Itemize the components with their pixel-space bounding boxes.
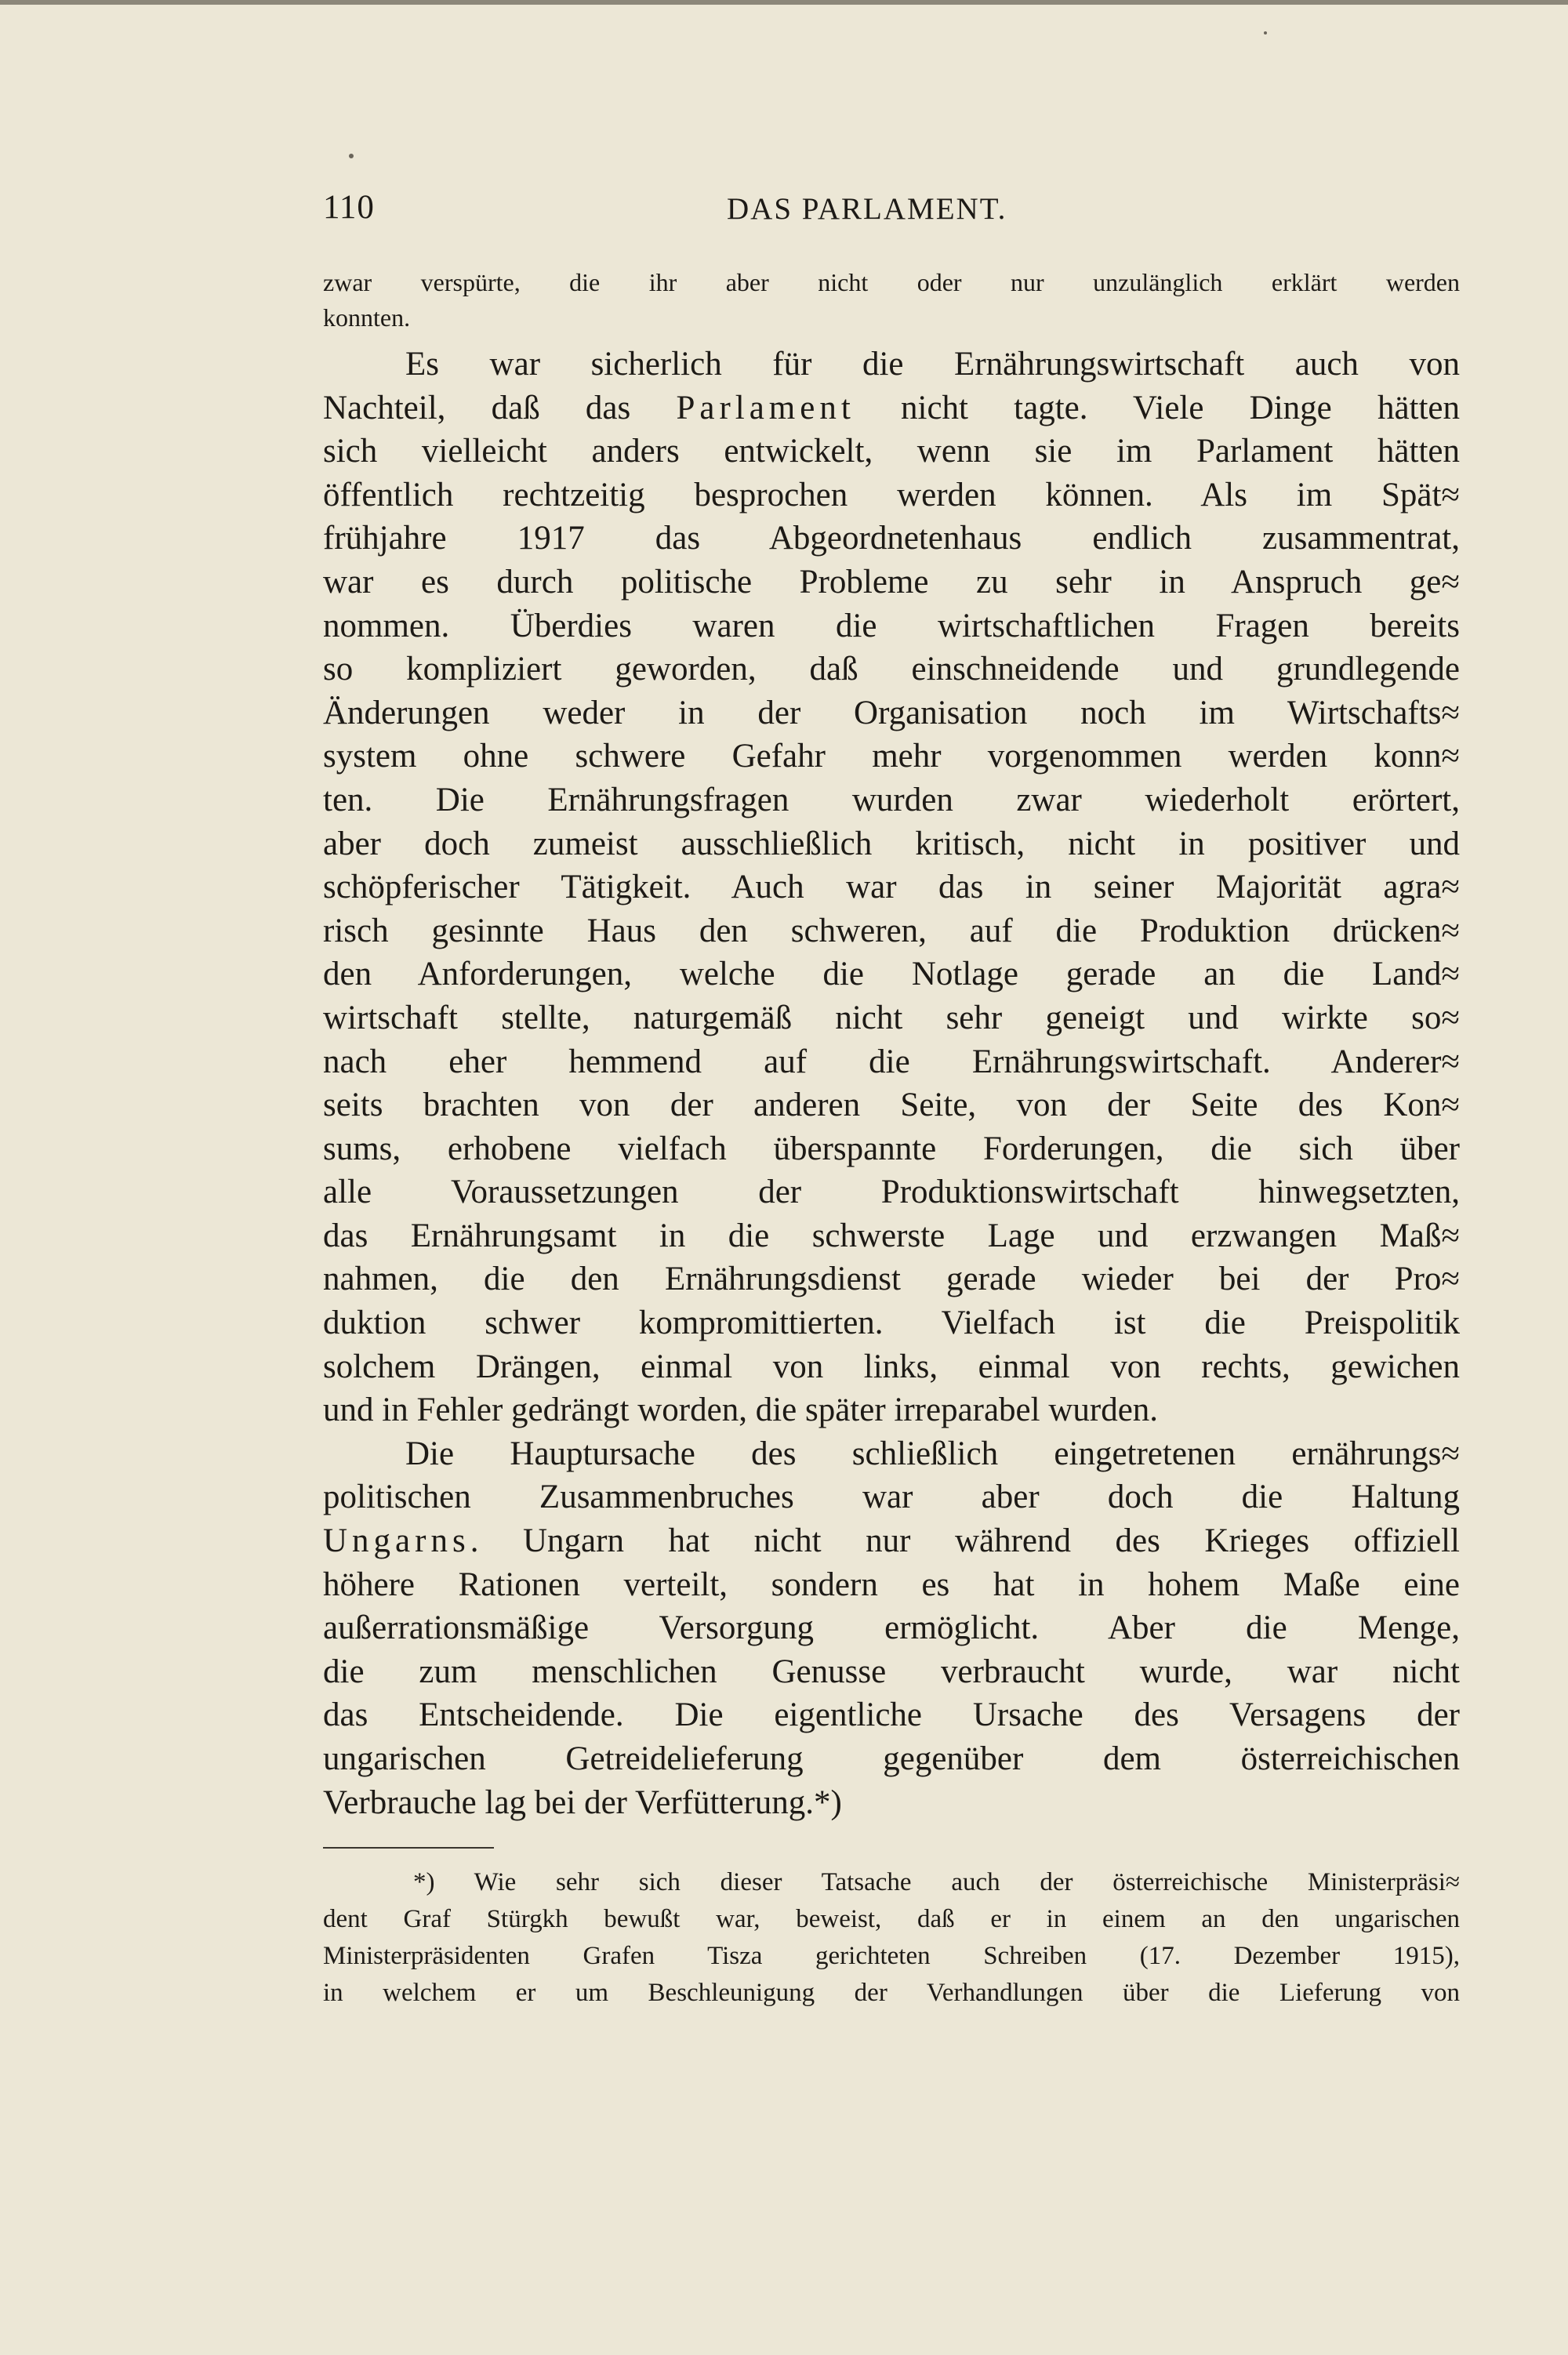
- text-line: politischen Zusammenbruches war aber doch die Haltung: [323, 1479, 1460, 1516]
- text-line: sich vielleicht anders entwickelt, wenn sie im Parlament hätten: [323, 433, 1460, 470]
- text-line: wirtschaft stellte, naturgemäß nicht sehr geneigt und wirkte so≈: [323, 999, 1460, 1036]
- text-line: aber doch zumeist ausschließlich kritisch, nicht in positiver und: [323, 825, 1460, 862]
- text-line: risch gesinnte Haus den schweren, auf die Produktion drücken≈: [323, 912, 1460, 949]
- text-line: seits brachten von der anderen Seite, von der Seite des Kon≈: [323, 1087, 1460, 1124]
- text-line: war es durch politische Probleme zu sehr in Anspruch ge≈: [323, 563, 1460, 601]
- text-line: duktion schwer kompromittierten. Vielfach ist die Preispolitik: [323, 1305, 1460, 1342]
- emphasis-ungarns: Ungarns: [323, 1522, 470, 1560]
- running-head: DAS PARLAMENT.: [727, 192, 1007, 226]
- text-line: das Ernährungsamt in die schwerste Lage und erzwangen Maß≈: [323, 1217, 1460, 1254]
- body-text: [323, 343, 1460, 1824]
- text-segment: nicht tagte. Viele Dinge hätten: [901, 389, 1461, 426]
- text-line: ungarischen Getreidelieferung gegenüber dem österreichischen: [323, 1740, 1460, 1777]
- carryover-line: zwar verspürte, die ihr aber nicht oder nur unzulänglich erklärt werden: [323, 268, 1460, 296]
- print-speck: [1264, 31, 1267, 34]
- text-segment: . Ungarn hat nicht nur während des Krieges offiziell: [470, 1522, 1460, 1560]
- text-line: solchem Drängen, einmal von links, einmal von rechts, gewichen: [323, 1348, 1460, 1385]
- text-line: Die Hauptursache des schließlich eingetretenen ernährungs≈: [405, 1435, 1460, 1472]
- text-line: [323, 386, 1460, 430]
- page-number: 110: [323, 189, 375, 226]
- paragraph-hungary: [323, 1432, 1460, 1824]
- text-line: und in Fehler gedrängt worden, die später irreparabel wurden.: [323, 1392, 1159, 1429]
- text-line: nommen. Überdies waren die wirtschaftlichen Fragen bereits: [323, 607, 1460, 644]
- text-line: sums, erhobene vielfach überspannte Forderungen, die sich über: [323, 1130, 1460, 1167]
- page-header: [323, 188, 1460, 235]
- paragraph-parliament: [323, 343, 1460, 1432]
- text-line: Es war sicherlich für die Ernährungswirtschaft auch von: [405, 346, 1460, 383]
- text-line: höhere Rationen verteilt, sondern es hat in hohem Maße eine: [323, 1566, 1460, 1603]
- text-segment: Nachteil, daß das: [323, 389, 631, 426]
- text-line: nahmen, die den Ernährungsdienst gerade wieder bei der Pro≈: [323, 1261, 1460, 1298]
- carryover-line: konnten.: [323, 303, 411, 332]
- footnote-line: *) Wie sehr sich dieser Tatsache auch der österreichische Ministerpräsi≈: [413, 1868, 1460, 1896]
- text-line: das Entscheidende. Die eigentliche Ursache des Versagens der: [323, 1696, 1460, 1734]
- text-line: öffentlich rechtzeitig besprochen werden können. Als im Spät≈: [323, 476, 1460, 513]
- text-line: ten. Die Ernährungsfragen wurden zwar wiederholt erörtert,: [323, 781, 1460, 818]
- carryover-footnote-text: [323, 265, 1460, 336]
- text-line: [323, 1519, 1460, 1563]
- text-line: Änderungen weder in der Organisation noch im Wirtschafts≈: [323, 694, 1460, 731]
- text-line: nach eher hemmend auf die Ernährungswirtschaft. Anderer≈: [323, 1043, 1460, 1080]
- text-line: so kompliziert geworden, daß einschneidende und grundlegende: [323, 651, 1460, 688]
- print-speck: [349, 154, 354, 158]
- footnote-line: dent Graf Stürgkh bewußt war, beweist, daß er in einem an den ungarischen: [323, 1905, 1460, 1933]
- text-line: den Anforderungen, welche die Notlage gerade an die Land≈: [323, 956, 1460, 993]
- text-line: alle Voraussetzungen der Produktionswirtschaft hinwegsetzten,: [323, 1174, 1460, 1211]
- text-line: schöpferischer Tätigkeit. Auch war das in seiner Majorität agra≈: [323, 869, 1460, 906]
- text-line: system ohne schwere Gefahr mehr vorgenommen werden konn≈: [323, 738, 1460, 775]
- footnote-rule: [323, 1847, 494, 1849]
- page-top-edge: [0, 0, 1568, 5]
- text-line: die zum menschlichen Genusse verbraucht wurde, war nicht: [323, 1653, 1460, 1690]
- footnote-line: in welchem er um Beschleunigung der Verhandlungen über die Lieferung von: [323, 1979, 1460, 2007]
- text-line: frühjahre 1917 das Abgeordnetenhaus endlich zusammentrat,: [323, 520, 1460, 557]
- emphasis-parlament: Parlament: [676, 389, 855, 426]
- footnote: [323, 1864, 1460, 2012]
- text-line: Verbrauche lag bei der Verfütterung.*): [323, 1783, 842, 1821]
- text-line: außerrationsmäßige Versorgung ermöglicht. Aber die Menge,: [323, 1609, 1460, 1647]
- footnote-line: Ministerpräsidenten Grafen Tisza gerichteten Schreiben (17. Dezember 1915),: [323, 1942, 1460, 1970]
